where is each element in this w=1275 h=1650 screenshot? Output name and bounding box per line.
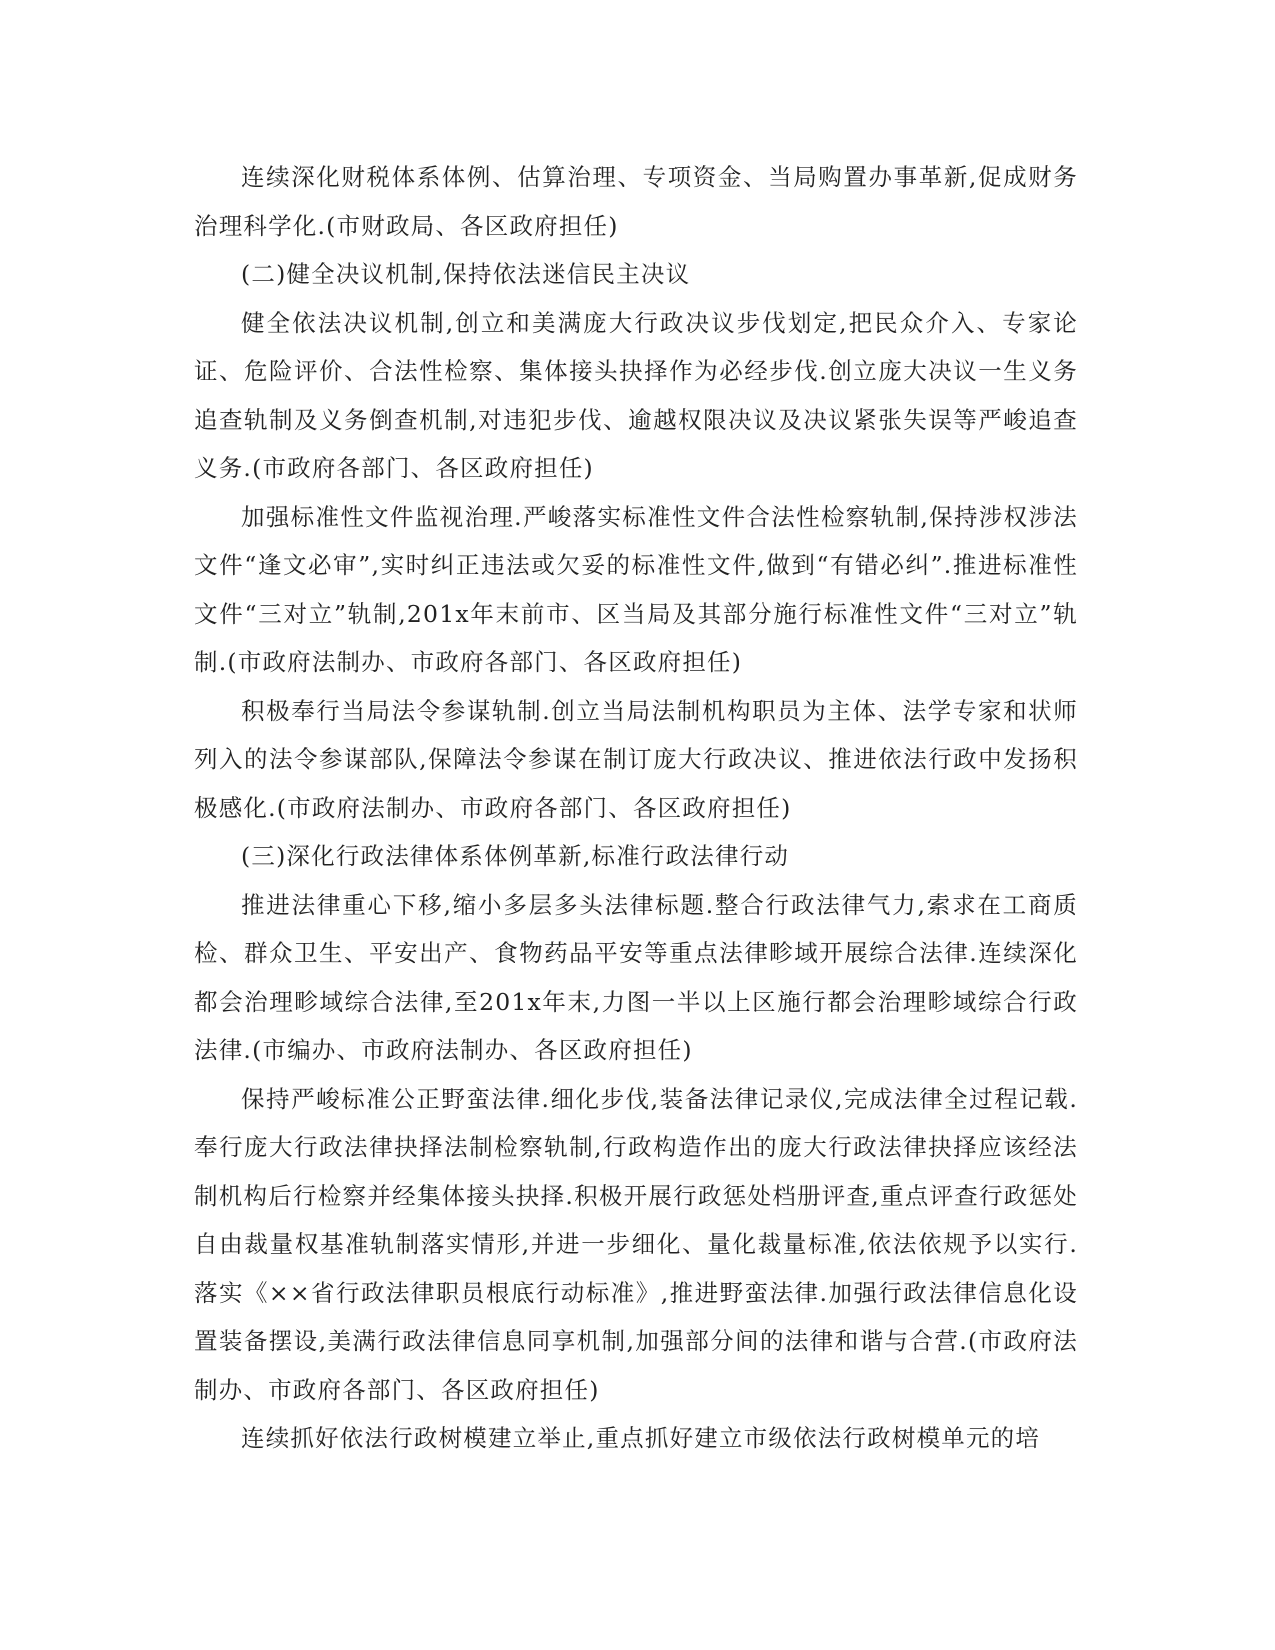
document-body <box>194 153 1078 1463</box>
paragraph-civilized-enforcement: 保持严峻标准公正野蛮法律.细化步伐,装备法律记录仪,完成法律全过程记载.奉行庞大行政法律抉择法制检察轨制,行政构造作出的庞大行政法律抉择应该经法制机构后行检察并经集体接头抉择.积极开展行政惩处档册评查,重点评查行政惩处自由裁量权基准轨制落实情形,并进一步细化、量化裁量标准,依法依规予以实行.落实《××省行政法律职员根底行动标准》,推进野蛮法律.加强行政法律信息化设置装备摆设,美满行政法律信息同享机制,加强部分间的法律和谐与合营.(市政府法制办、市政府各部门、各区政府担任) <box>194 1084 1078 1404</box>
paragraph-model-activities: 连续抓好依法行政树模建立举止,重点抓好建立市级依法行政树模单元的培 <box>241 1424 1041 1452</box>
paragraph-decision-mechanism: 健全依法决议机制,创立和美满庞大行政决议步伐划定,把民众介入、专家论证、危险评价、合法性检察、集体接头抉择作为必经步伐.创立庞大决议一生义务追查轨制及义务倒查机制,对违犯步伐、逾越权限决议及决议紧张失误等严峻追查义务.(市政府各部门、各区政府担任) <box>194 308 1078 482</box>
section-heading-3: (三)深化行政法律体系体例革新,标准行政法律行动 <box>241 842 790 870</box>
paragraph-finance-reform: 连续深化财税体系体例、估算治理、专项资金、当局购置办事革新,促成财务治理科学化.(市财政局、各区政府担任) <box>194 163 1078 240</box>
paragraph-law-enforcement-reform: 推进法律重心下移,缩小多层多头法律标题.整合行政法律气力,索求在工商质检、群众卫生、平安出产、食物药品平安等重点法律畛域开展综合法律.连续深化都会治理畛域综合法律,至201x年末,力图一半以上区施行都会治理畛域综合行政法律.(市编办、市政府法制办、各区政府担任) <box>194 890 1078 1064</box>
section-heading-2: (二)健全决议机制,保持依法迷信民主决议 <box>241 260 691 288</box>
paragraph-normative-documents: 加强标准性文件监视治理.严峻落实标准性文件合法性检察轨制,保持涉权涉法文件“逢文必审”,实时纠正违法或欠妥的标准性文件,做到“有错必纠”.推进标准性文件“三对立”轨制,201x年末前市、区当局及其部分施行标准性文件“三对立”轨制.(市政府法制办、市政府各部门、各区政府担任) <box>194 502 1078 676</box>
paragraph-legal-counsel: 积极奉行当局法令参谋轨制.创立当局法制机构职员为主体、法学专家和状师列入的法令参谋部队,保障法令参谋在制订庞大行政决议、推进依法行政中发扬积极感化.(市政府法制办、市政府各部门、各区政府担任) <box>194 696 1078 822</box>
